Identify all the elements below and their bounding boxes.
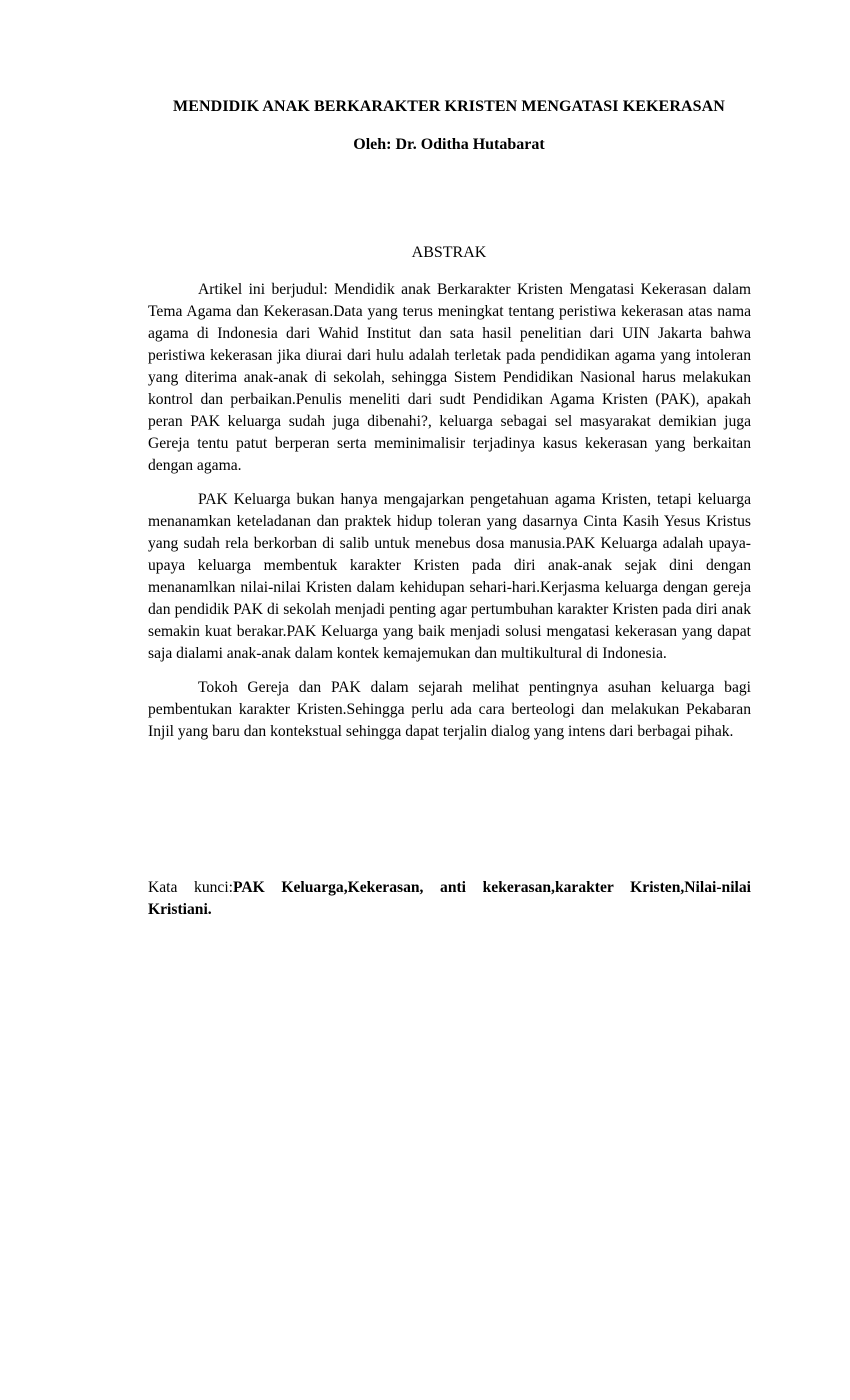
keywords-label: Kata kunci: <box>148 879 234 896</box>
abstract-heading: ABSTRAK <box>411 244 487 261</box>
keywords-line <box>148 877 751 921</box>
abstract-paragraph-3: Tokoh Gereja dan PAK dalam sejarah melihat pentingnya asuhan keluarga bagi pembentukan karakter Kristen.Sehingga perlu ada cara berteologi dan melakukan Pekabaran Injil yang baru dan kontekstual sehingga dapat terjalin dialog yang intens dari berbagai pihak. <box>148 679 751 740</box>
keywords-value: PAK Keluarga,Kekerasan, anti kekerasan,karakter Kristen,Nilai-nilai Kristiani. <box>148 879 752 918</box>
abstract-paragraph-1: Artikel ini berjudul: Mendidik anak Berkarakter Kristen Mengatasi Kekerasan dalam Tema Agama dan Kekerasan.Data yang terus meningkat tentang peristiwa kekerasan atas nama agama di Indonesia dari Wahid Institut dan sata hasil penelitian dari UIN Jakarta bahwa peristiwa kekerasan jika diurai dari hulu adalah terletak pada pendidikan agama yang intoleran yang diterima anak-anak di sekolah, sehingga Sistem Pendidikan Nasional harus melakukan kontrol dan perbaikan.Penulis meneliti dari sudt Pendidikan Agama Kristen (PAK), apakah peran PAK keluarga sudah juga dibenahi?, keluarga sebagai sel masyarakat demikian juga Gereja tentu patut berperan serta meminimalisir terjadinya kasus kekerasan yang berkaitan dengan agama. <box>148 281 751 474</box>
abstract-paragraph-2: PAK Keluarga bukan hanya mengajarkan pengetahuan agama Kristen, tetapi keluarga menanamkan keteladanan dan praktek hidup toleran yang dasarnya Cinta Kasih Yesus Kristus yang sudah rela berkorban di salib untuk menebus dosa manusia.PAK Keluarga adalah upaya-upaya keluarga membentuk karakter Kristen pada diri anak-anak sejak dini dengan menanamlkan nilai-nilai Kristen dalam kehidupan sehari-hari.Kerjasma keluarga dengan gereja dan pendidik PAK di sekolah menjadi penting agar pertumbuhan karakter Kristen pada diri anak semakin kuat berakar.PAK Keluarga yang baik menjadi solusi mengatasi kekerasan yang dapat saja dialami anak-anak dalam kontek kemajemukan dan multikultural di Indonesia. <box>148 491 751 662</box>
author-line: Oleh: Dr. Oditha Hutabarat <box>353 136 545 153</box>
paper-title: MENDIDIK ANAK BERKARAKTER KRISTEN MENGATASI KEKERASAN <box>173 98 725 115</box>
abstract-body <box>148 279 751 755</box>
